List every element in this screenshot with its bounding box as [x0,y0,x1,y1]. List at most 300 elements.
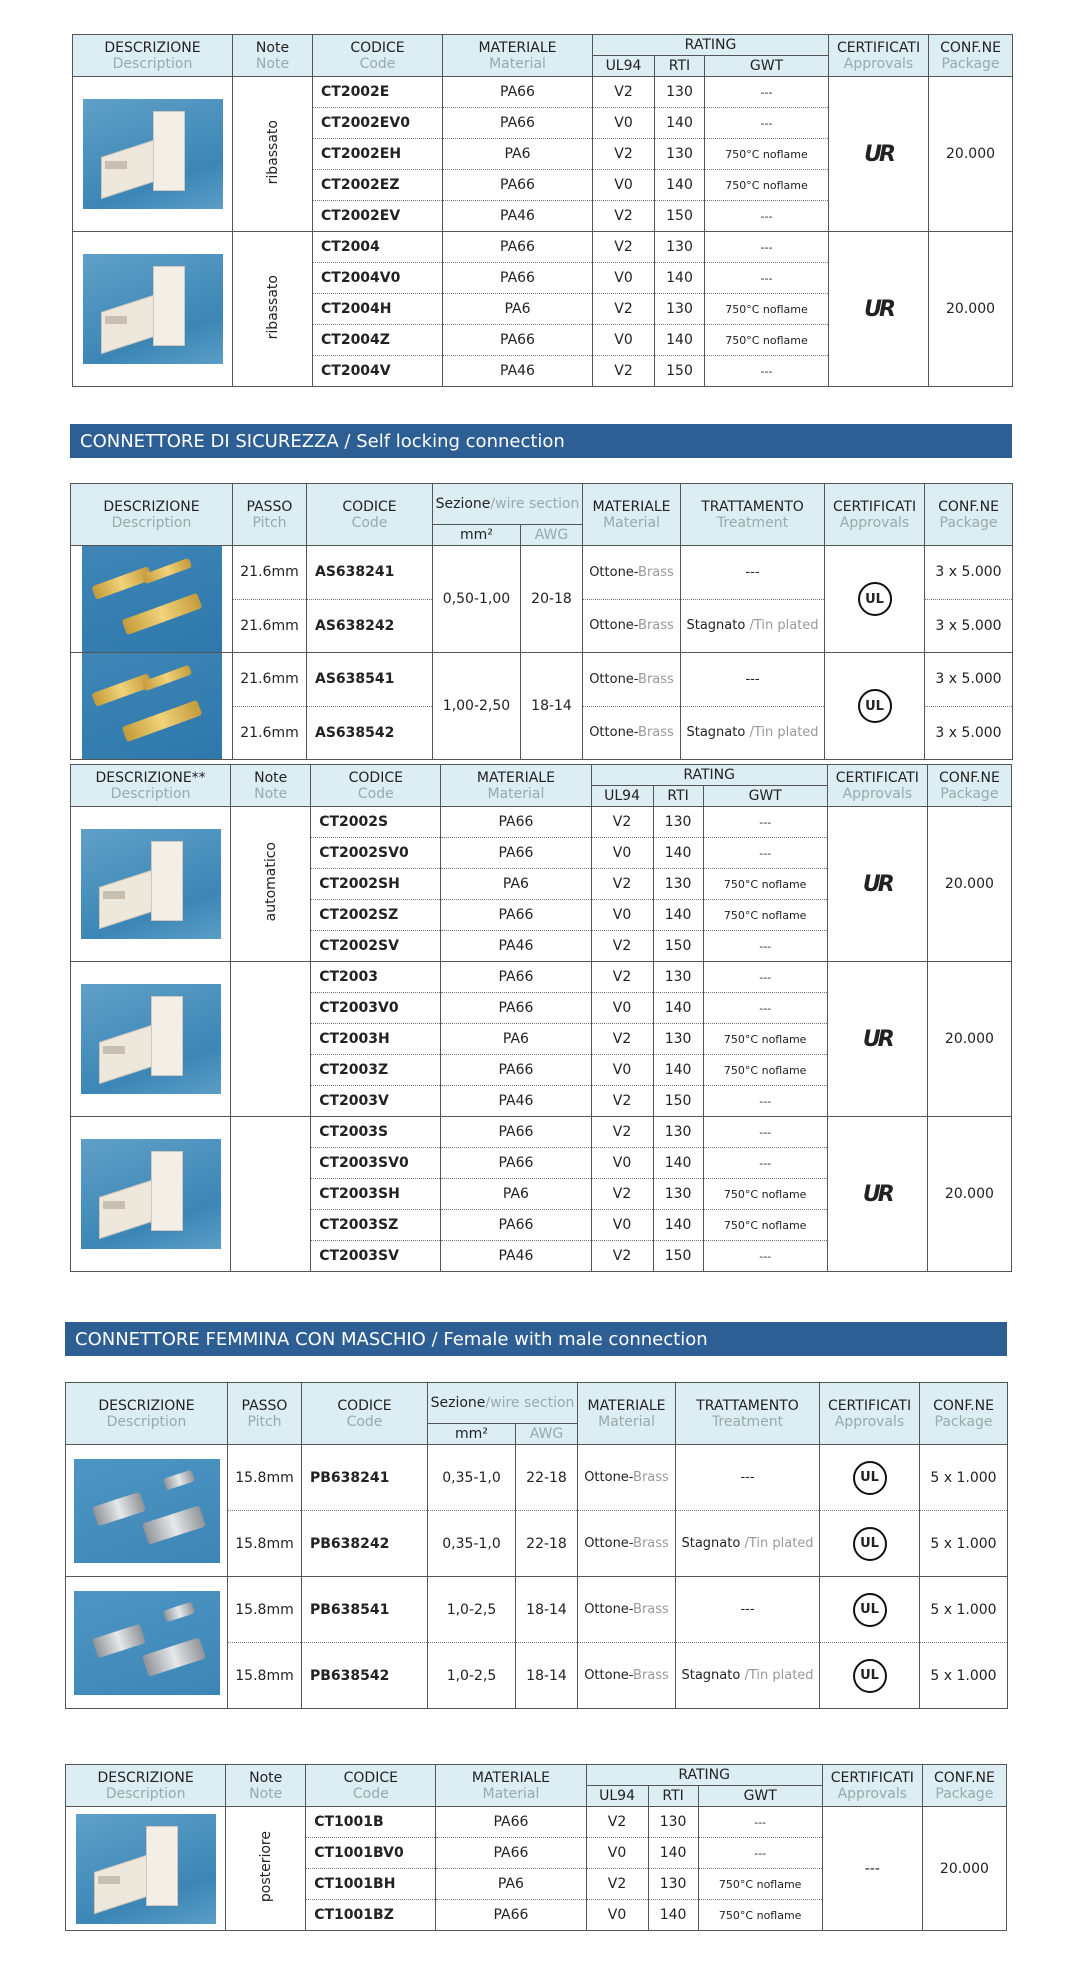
section-mm2: 1,00-2,50 [442,698,511,714]
product-code: PB638542 [310,1667,390,1684]
table-row [66,1807,1007,1838]
product-photo [74,1459,220,1563]
product-code: CT2002SV [319,938,399,954]
material-value: PA6 [504,301,531,317]
table-row [71,1117,1012,1148]
ul94-value: V2 [612,1186,632,1202]
material-value: PA66 [500,332,535,348]
cell-text: CERTIFICATI [836,39,921,56]
col-ul94 [591,786,653,807]
material-value: PA46 [500,208,535,224]
gwt-value: 750°C noflame [718,1877,802,1891]
cell-text: UL94 [605,58,642,74]
rti-value: 150 [664,1248,692,1264]
package-value: 20.000 [939,1860,989,1877]
note-label: ribassato [264,119,281,185]
rti-value: 130 [666,239,693,255]
ul94-value: V2 [612,969,632,985]
pitch-value: 21.6mm [240,564,299,581]
col-material: MATERIALE Material [436,1765,586,1807]
material-value: PA66 [500,115,535,131]
material-value: Ottone- [589,564,639,580]
cell-text: TRATTAMENTO [696,1397,799,1414]
gwt-value: 750°C noflame [725,302,808,316]
cell-text: DESCRIZIONE** [95,769,206,786]
table-row: 21.6mm AS638542 Ottone-Brass Stagnato /Tin plated 3 x 5.000 [71,706,1013,760]
note-label: posteriore [257,1830,274,1903]
gwt-value: --- [754,1815,767,1829]
treatment-value: --- [745,564,760,580]
cell-text: GWT [748,788,782,804]
col-treatment: TRATTAMENTO Treatment [681,484,825,546]
product-code: CT2003SV0 [319,1155,409,1171]
gwt-value: 750°C noflame [725,333,808,347]
package-value: 3 x 5.000 [935,564,1002,581]
gwt-value: --- [760,85,773,99]
package-value: 20.000 [946,301,996,317]
col-ul94 [586,1786,648,1807]
col-mm2 [428,1424,516,1445]
material-value: PA6 [504,146,531,162]
cell-text: CODICE [348,769,403,786]
cell-text: mm² [460,527,493,543]
product-code: AS638541 [315,671,395,688]
product-code: CT2002EZ [321,177,400,193]
material-value: Ottone- [589,618,639,634]
col-description: DESCRIZIONE Description [71,484,233,546]
cell-text: PASSO [246,498,293,515]
rti-value: 130 [659,1876,687,1892]
col-code: CODICE Code [311,765,441,807]
col-awg: AWG [521,525,583,546]
product-code: CT2002EV0 [321,115,410,131]
col-gwt [698,1786,822,1807]
cell-text: RATING [683,767,735,783]
product-photo [81,829,221,939]
col-section: Sezione/wire section [428,1383,578,1424]
table-row [71,807,1012,838]
ur-recognized-icon: UR [864,141,893,167]
note-label: ribassato [264,274,281,340]
gwt-value: 750°C noflame [723,1032,807,1046]
product-photo [76,1814,216,1924]
col-ul94 [593,56,655,77]
product-code: CT2004 [321,239,380,255]
table-row [73,232,1013,263]
package-value: 3 x 5.000 [935,617,1002,634]
material-value: PA6 [502,1031,529,1047]
material-value: Ottone- [584,1602,634,1617]
product-code: CT2004V0 [321,270,401,286]
ur-recognized-icon: UR [862,871,892,897]
material-value: PA66 [498,1062,534,1078]
product-photo [83,99,223,209]
rti-value: 130 [666,84,693,100]
rti-value: 140 [664,1217,692,1233]
col-description: DESCRIZIONE** Description [71,765,231,807]
cell-text: Note [254,769,288,786]
rti-value: 130 [664,969,692,985]
cell-text: GWT [743,1788,777,1804]
col-awg: AWG [516,1424,578,1445]
col-material: MATERIALE Material [443,35,593,77]
ul94-value: V0 [612,1217,632,1233]
section-banner-self-locking: CONNETTORE DI SICUREZZA / Self locking connection [70,424,1012,458]
pitch-value: 21.6mm [240,617,299,634]
ul94-value: V2 [614,363,633,379]
gwt-value: --- [759,846,772,860]
product-photo [81,1139,221,1249]
material-value: PA66 [500,177,535,193]
gwt-value: --- [760,364,773,378]
gwt-value: --- [760,209,773,223]
product-code: CT2003SZ [319,1217,399,1233]
ul94-value: V0 [612,1000,632,1016]
gwt-value: --- [759,1156,772,1170]
cell-text: CONF.NE [939,769,1000,786]
col-gwt [705,56,829,77]
cell-text: CODICE [350,39,405,56]
product-code: CT2003SH [319,1186,400,1202]
ul94-value: V0 [612,1062,632,1078]
gwt-value: --- [759,1125,772,1139]
package-value: 20.000 [944,876,994,892]
rti-value: 130 [664,1031,692,1047]
gwt-value: --- [759,1094,772,1108]
package-value: 5 x 1.000 [930,1667,997,1684]
section-banner-female-male: CONNETTORE FEMMINA CON MASCHIO / Female with male connection [65,1322,1007,1356]
col-treatment: TRATTAMENTO Treatment [676,1383,820,1445]
ul94-value: V2 [612,814,632,830]
product-photo [81,984,221,1094]
ul94-value: V0 [614,177,633,193]
section-awg: 20-18 [531,591,572,607]
cell-text: CERTIFICATI [830,1769,914,1786]
material-value: PA46 [498,1093,534,1109]
product-code: CT2003V0 [319,1000,399,1016]
gwt-value: 750°C noflame [718,1908,802,1922]
rti-value: 140 [664,845,692,861]
rti-value: 130 [664,1124,692,1140]
cell-text: TRATTAMENTO [701,498,804,515]
col-rating [586,1765,822,1786]
product-code: AS638542 [315,724,395,741]
cell-text: MATERIALE [478,39,557,56]
cell-text: CODICE [337,1397,392,1414]
col-material: MATERIALE Material [578,1383,676,1445]
material-value: PA66 [500,84,535,100]
product-photo [74,1591,220,1695]
package-value: 20.000 [946,146,996,162]
ul94-value: V0 [612,907,632,923]
ul-listed-icon: UL [853,1461,887,1495]
material-value: PA66 [498,1124,534,1140]
col-rti [653,786,703,807]
col-rti [648,1786,698,1807]
cell-text: UL94 [599,1788,635,1804]
cell-text: RATING [678,1767,730,1783]
gwt-value: --- [759,815,772,829]
pitch-value: 21.6mm [240,724,299,741]
section-mm2: 0,35-1,0 [442,1469,501,1486]
rti-value: 140 [659,1845,687,1861]
material-value: PA46 [498,938,534,954]
pitch-value: 15.8mm [235,1535,294,1552]
rti-value: 140 [659,1907,687,1923]
cell-text: MATERIALE [471,1769,550,1786]
material-value: PA46 [500,363,535,379]
rti-value: 150 [666,208,693,224]
treatment-value: Stagnato [686,618,750,634]
rti-value: 130 [664,814,692,830]
product-code: CT2002SZ [319,907,399,923]
rti-value: 140 [664,907,692,923]
product-code: CT1001BV0 [314,1845,404,1861]
ul94-value: V2 [612,938,632,954]
cell-text: CERTIFICATI [827,1397,912,1414]
rti-value: 130 [664,876,692,892]
ul94-value: V0 [614,270,633,286]
ul94-value: V0 [607,1845,627,1861]
material-value: PA66 [500,270,535,286]
gwt-value: 750°C noflame [723,1187,807,1201]
product-code: CT2003H [319,1031,390,1047]
treatment-value: Stagnato [686,725,750,741]
gwt-value: --- [760,271,773,285]
table-row: 15.8mm PB638242 0,35-1,0 22-18 Ottone-Brass Stagnato /Tin plated UL 5 x 1.000 [66,1511,1008,1577]
rating-table-1 [72,34,1012,387]
material-value: PA66 [498,845,534,861]
cell-text: RTI [668,58,691,74]
cell-text: Sezione [435,496,491,512]
gwt-value: 750°C noflame [723,877,807,891]
section-mm2: 0,35-1,0 [442,1535,501,1552]
section-mm2: 1,0-2,5 [446,1667,497,1684]
pitch-value: 15.8mm [235,1601,294,1618]
cell-text: PASSO [241,1397,288,1414]
ul94-value: V0 [612,1155,632,1171]
cell-text: GWT [749,58,784,74]
product-code: CT2002SH [319,876,400,892]
material-value: PA66 [498,1155,534,1171]
pitch-value: 15.8mm [235,1667,294,1684]
table-row: 15.8mm PB638241 0,35-1,0 22-18 Ottone-Brass --- UL 5 x 1.000 [66,1445,1008,1511]
product-code: CT2003 [319,969,379,985]
col-note: Note Note [226,1765,306,1807]
product-code: CT1001B [314,1814,384,1830]
rti-value: 150 [666,363,693,379]
ur-recognized-icon: UR [862,1026,892,1052]
cell-text: Note [249,1769,283,1786]
ul94-value: V2 [614,146,633,162]
cell-text: MATERIALE [587,1397,666,1414]
col-certificates: CERTIFICATI Approvals [829,35,929,77]
table-row: 15.8mm PB638541 1,0-2,5 18-14 Ottone-Brass --- UL 5 x 1.000 [66,1577,1008,1643]
col-rating [593,35,829,56]
material-value: Ottone- [589,725,639,741]
table-row [73,77,1013,108]
col-certificates: CERTIFICATI Approvals [822,1765,922,1807]
material-value: PA66 [500,239,535,255]
gwt-value: 750°C noflame [725,147,808,161]
ul94-value: V2 [607,1876,627,1892]
product-code: CT2004H [321,301,392,317]
section-awg: 18-14 [531,698,572,714]
rti-value: 140 [666,115,693,131]
cell-text: DESCRIZIONE [97,1769,194,1786]
product-code: PB638541 [310,1601,390,1618]
note-label: automatico [262,842,279,922]
col-package: CONF.NE Package [927,765,1011,807]
rti-value: 140 [664,1062,692,1078]
cell-text: CONF.NE [933,1397,994,1414]
ur-recognized-icon: UR [862,1181,892,1207]
ul94-value: V2 [612,1093,632,1109]
rti-value: 140 [664,1000,692,1016]
treatment-value: Stagnato [681,1536,745,1551]
cell-text: CONF.NE [934,1769,995,1786]
pitch-value: 15.8mm [235,1469,294,1486]
gwt-value: --- [759,939,772,953]
cell-text: MATERIALE [592,498,671,515]
product-code: CT1001BH [314,1876,396,1892]
product-code: PB638241 [310,1469,390,1486]
ul-listed-icon: UL [858,689,892,723]
package-value: 5 x 1.000 [930,1535,997,1552]
material-value: PA66 [493,1845,529,1861]
gwt-value: --- [759,970,772,984]
material-value: PA66 [498,1000,534,1016]
ul94-value: V2 [614,84,633,100]
table-row: 21.6mm AS638241 0,50-1,00 20-18 Ottone-Brass --- UL 3 x 5.000 [71,546,1013,600]
product-photo [83,254,223,364]
package-value: 3 x 5.000 [935,671,1002,688]
pitch-table-female-male [65,1382,1007,1709]
product-code: CT2002EV [321,208,401,224]
product-code: AS638241 [315,564,395,581]
material-value: Ottone- [589,671,639,687]
ul94-value: V2 [607,1814,627,1830]
section-mm2: 1,0-2,5 [446,1601,497,1618]
cell-text: DESCRIZIONE [98,1397,195,1414]
col-pitch: PASSO Pitch [233,484,307,546]
gwt-value: --- [760,240,773,254]
col-certificates: CERTIFICATI Approvals [827,765,927,807]
col-material: MATERIALE Material [441,765,591,807]
section-awg: 18-14 [526,1601,567,1618]
cell-text: CERTIFICATI [832,498,917,515]
ur-recognized-icon: UR [864,296,893,322]
gwt-value: --- [754,1846,767,1860]
col-note: Note Note [233,35,313,77]
material-value: PA66 [493,1814,529,1830]
treatment-value: --- [745,671,760,687]
material-value: PA66 [498,814,534,830]
ul-listed-icon: UL [853,1659,887,1693]
col-rti [655,56,705,77]
cell-text: RTI [662,1788,684,1804]
material-value: PA6 [502,1186,529,1202]
cell-text: MATERIALE [476,769,555,786]
ul94-value: V0 [607,1907,627,1923]
material-value: PA6 [502,876,529,892]
cell-text: CODICE [343,1769,398,1786]
ul94-value: V2 [612,876,632,892]
material-value: PA66 [498,907,534,923]
cell-text: RTI [667,788,689,804]
cell-text: mm² [455,1426,488,1442]
product-code: CT2002E [321,84,390,100]
product-photo [82,546,222,652]
section-mm2: 0,50-1,00 [442,591,511,607]
product-code: CT2003S [319,1124,389,1140]
product-code: CT2004Z [321,332,390,348]
cell-text: UL94 [604,788,640,804]
rti-value: 140 [666,270,693,286]
product-photo [82,653,222,759]
product-code: CT2003V [319,1093,389,1109]
ul94-value: V2 [614,239,633,255]
product-code: CT1001BZ [314,1907,394,1923]
cell-text: CONF.NE [940,39,1001,56]
pitch-value: 21.6mm [240,671,299,688]
product-code: PB638242 [310,1535,390,1552]
rti-value: 130 [666,146,693,162]
table-row: 21.6mm AS638541 1,00-2,50 18-14 Ottone-Brass --- UL 3 x 5.000 [71,653,1013,707]
gwt-value: 750°C noflame [723,908,807,922]
rating-table-2 [70,764,1012,1272]
gwt-value: 750°C noflame [723,1218,807,1232]
col-description: DESCRIZIONE Description [66,1765,226,1807]
rti-value: 130 [659,1814,687,1830]
rti-value: 130 [664,1186,692,1202]
package-value: 20.000 [944,1186,994,1202]
col-description: DESCRIZIONE Description [73,35,233,77]
material-value: PA46 [498,1248,534,1264]
col-certificates: CERTIFICATI Approvals [820,1383,920,1445]
section-awg: 22-18 [526,1535,567,1552]
cell-text: CONF.NE [938,498,999,515]
gwt-value: --- [759,1249,772,1263]
col-certificates: CERTIFICATI Approvals [825,484,925,546]
ul-listed-icon: UL [853,1527,887,1561]
table-row: 21.6mm AS638242 Ottone-Brass Stagnato /Tin plated 3 x 5.000 [71,599,1013,653]
col-gwt [703,786,827,807]
product-code: CT2002EH [321,146,402,162]
product-code: AS638242 [315,617,395,634]
table-row: 15.8mm PB638542 1,0-2,5 18-14 Ottone-Brass Stagnato /Tin plated UL 5 x 1.000 [66,1643,1008,1709]
product-code: CT2003SV [319,1248,399,1264]
package-value: 3 x 5.000 [935,724,1002,741]
package-value: 5 x 1.000 [930,1469,997,1486]
rti-value: 150 [664,938,692,954]
ul94-value: V0 [612,845,632,861]
rti-value: 140 [664,1155,692,1171]
col-code: CODICE Code [313,35,443,77]
gwt-value: --- [759,1001,772,1015]
product-code: CT2004V [321,363,391,379]
col-package: CONF.NE Package [925,484,1013,546]
cell-text: DESCRIZIONE [104,39,201,56]
material-value: PA6 [497,1876,524,1892]
ul94-value: V2 [612,1124,632,1140]
gwt-value: 750°C noflame [723,1063,807,1077]
product-code: CT2002SV0 [319,845,409,861]
gwt-value: --- [760,116,773,130]
col-rating [591,765,827,786]
cell-text: Sezione [430,1395,486,1411]
rti-value: 130 [666,301,693,317]
